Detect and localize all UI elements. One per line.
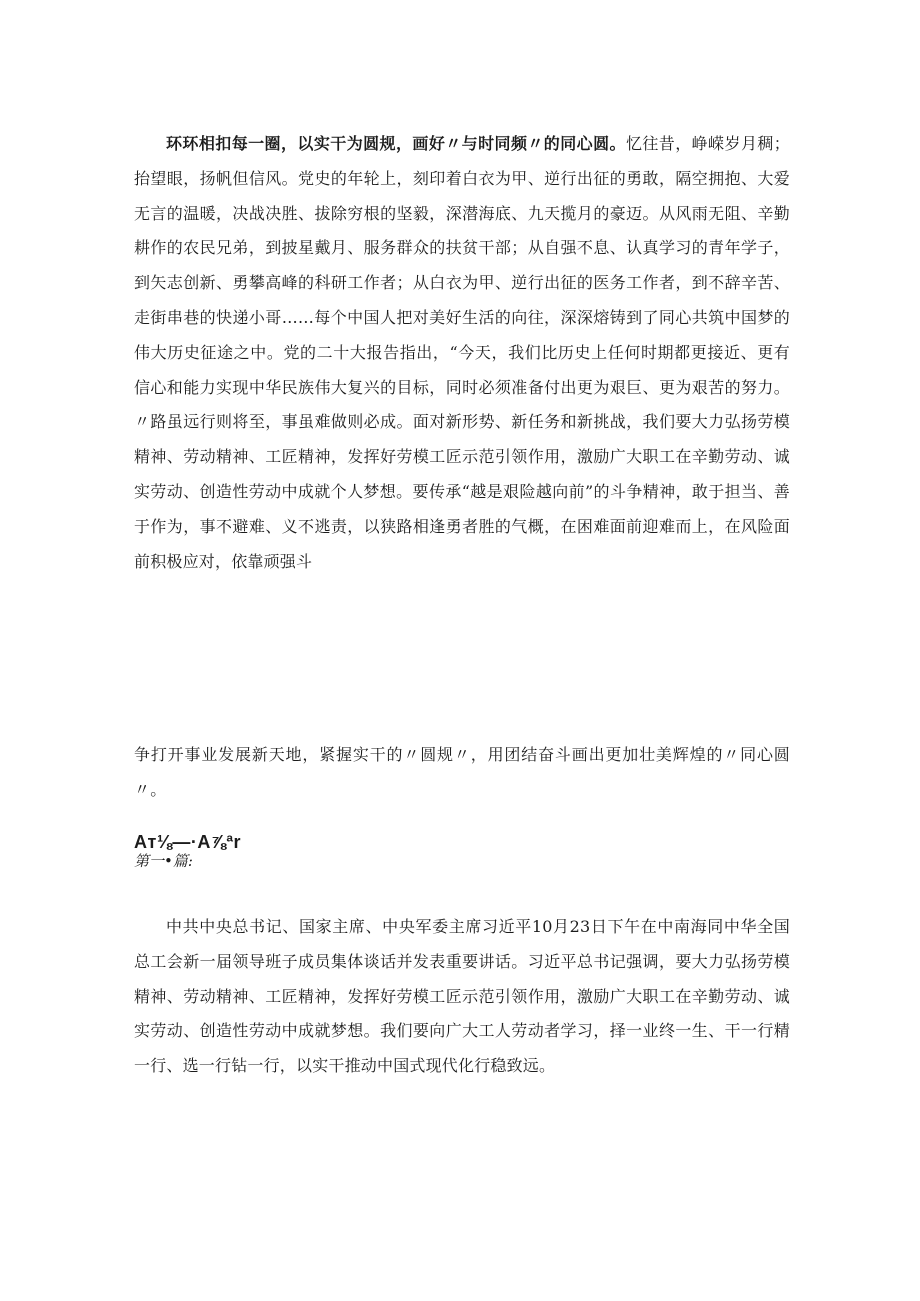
section-heading: Aт⅛—·A⅞ªr — [134, 832, 241, 852]
paragraph-1-lead: 环环相扣每一圈，以实干为圆规，画好〃与时同频〃的同心圆。 — [166, 134, 626, 153]
paragraph-1 — [134, 127, 790, 579]
paragraph-2: 争打开事业发展新天地，紧握实干的〃圆规〃，用团结奋斗画出更加壮美辉煌的〃同心圆〃。 — [134, 745, 790, 799]
paragraph-3: 中共中央总书记、国家主席、中央军委主席习近平10月23日下午在中南海同中华全国总工会新一届领导班子成员集体谈话并发表重要讲话。习近平总书记强调，要大力弘扬劳模精神、劳动精神、工匠精神，发挥好劳模工匠示范引领作用，激励广大职工在辛勤劳动、诚实劳动、创造性劳动中成就梦想。我们要向广大工人劳动者学习，择一业终一生、干一行精一行、选一行钻一行，以实干推动中国式现代化行稳致远。 — [134, 917, 790, 1076]
paragraph-1-body: 忆往昔，峥嵘岁月稠；抬望眼，扬帆但信风。党史的年轮上，刻印着白衣为甲、逆行出征的勇敢，隔空拥抱、大爱无言的温暖，决战决胜、拔除穷根的坚毅，深潜海底、九天揽月的豪迈。从风雨无阻、辛勤耕作的农民兄弟，到披星戴月、服务群众的扶贫干部；从自强不息、认真学习的青年学子，到矢志创新、勇攀高峰的科研工作者；从白衣为甲、逆行出征的医务工作者，到不辞辛苦、走街串巷的快递小哥……每个中国人把对美好生活的向往，深深熔铸到了同心共筑中国梦的伟大历史征途之中。党的二十大报告指出，“今天，我们比历史上任何时期都更接近、更有信心和能力实现中华民族伟大复兴的目标，同时必须准备付出更为艰巨、更为艰苦的努力。〃路虽远行则将至，事虽难做则必成。面对新形势、新任务和新挑战，我们要大力弘扬劳模精神、劳动精神、工匠精神，发挥好劳模工匠示范引领作用，激励广大职工在辛勤劳动、诚实劳动、创造性劳动中成就个人梦想。要传承“越是艰险越向前”的斗争精神，敢于担当、善于作为，事不避难、义不逃责，以狭路相逢勇者胜的气概，在困难面前迎难而上，在风险面前积极应对，依靠顽强斗 — [134, 134, 790, 571]
section-subheading: 第一•篇: — [134, 852, 193, 870]
